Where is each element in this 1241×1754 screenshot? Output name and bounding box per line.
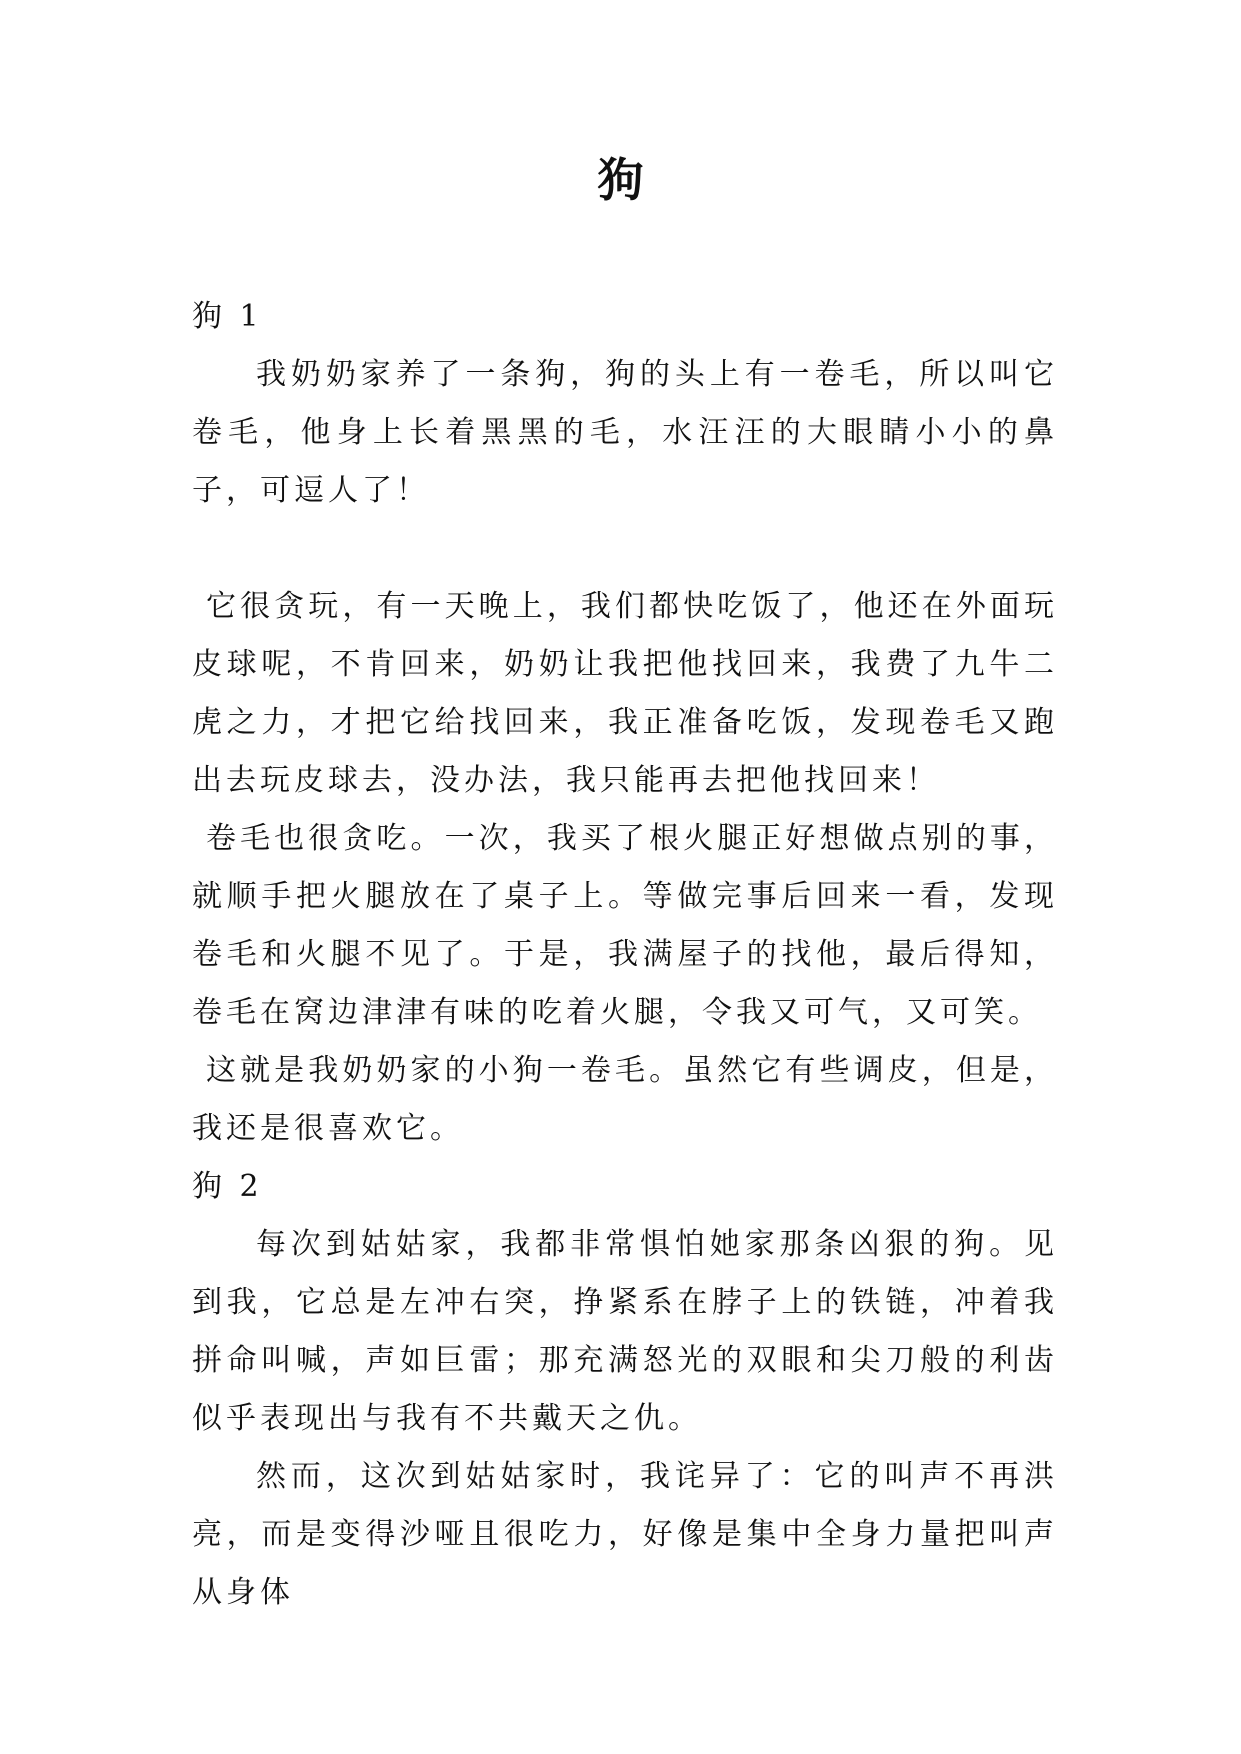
paragraph: 卷毛也很贪吃。一次，我买了根火腿正好想做点别的事，就顺手把火腿放在了桌子上。等做完事后回来一看，发现卷毛和火腿不见了。于是，我满屋子的找他，最后得知，卷毛在窝边津津有味的吃着火腿，令我又可气，又可笑。 xyxy=(192,821,1058,1030)
section-heading-2: 狗 2 xyxy=(192,1169,263,1204)
paragraph: 它很贪玩，有一天晚上，我们都快吃饭了，他还在外面玩皮球呢，不肯回来，奶奶让我把他找回来，我费了九牛二虎之力，才把它给找回来，我正准备吃饭，发现卷毛又跑出去玩皮球去，没办法，我只能再去把他找回来！ xyxy=(192,589,1058,798)
document-title: 狗 xyxy=(597,153,644,207)
paragraph: 这就是我奶奶家的小狗一卷毛。虽然它有些调皮，但是，我还是很喜欢它。 xyxy=(192,1053,1058,1146)
section-heading-1: 狗 1 xyxy=(192,299,263,334)
paragraph: 然而，这次到姑姑家时，我诧异了：它的叫声不再洪亮，而是变得沙哑且很吃力，好像是集中全身力量把叫声从身体 xyxy=(192,1459,1058,1610)
paragraph: 每次到姑姑家，我都非常惧怕她家那条凶狠的狗。见到我，它总是左冲右突，挣紧系在脖子上的铁链，冲着我拼命叫喊，声如巨雷；那充满怒光的双眼和尖刀般的利齿似乎表现出与我有不共戴天之仇。 xyxy=(192,1227,1058,1436)
paragraph-gap xyxy=(192,520,1058,578)
paragraph: 我奶奶家养了一条狗，狗的头上有一卷毛，所以叫它卷毛，他身上长着黑黑的毛，水汪汪的大眼睛小小的鼻子，可逗人了！ xyxy=(192,357,1058,508)
document-body xyxy=(192,288,1058,1622)
